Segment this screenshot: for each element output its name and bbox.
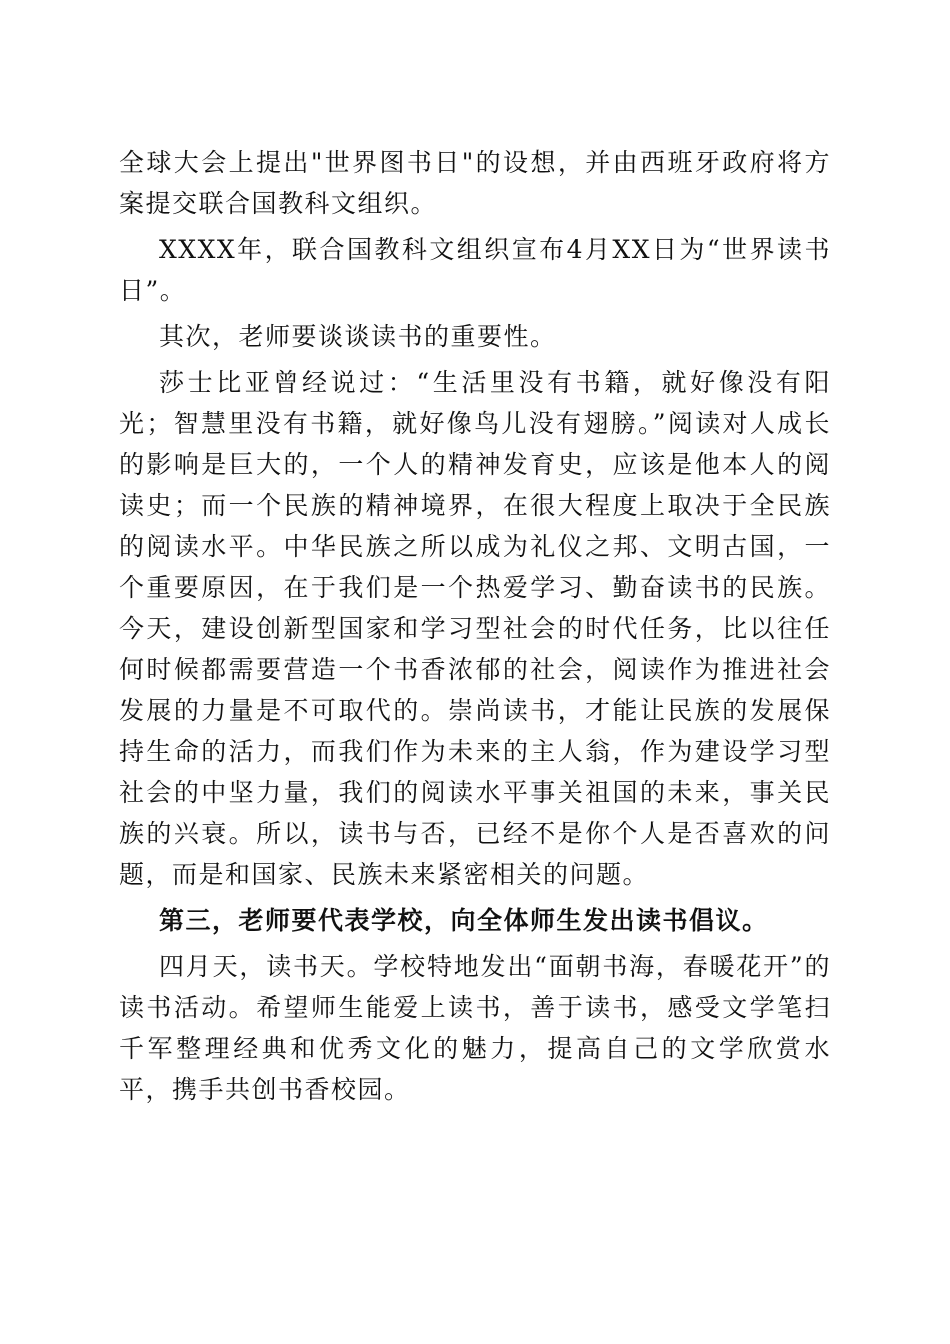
paragraph-april-reading: 四月天，读书天。学校特地发出“面朝书海，春暖花开”的读书活动。希望师生能爱上读书，善于读书，感受文学笔扫千军整理经典和优秀文化的魅力，提高自己的文学欣赏水平，携手共创书香校园。 bbox=[119, 952, 831, 1104]
paragraph-shakespeare-quote: 莎士比亚曾经说过：“生活里没有书籍，就好像没有阳光；智慧里没有书籍，就好像鸟儿没有翅膀。”阅读对人成长的影响是巨大的，一个人的精神发育史，应该是他本人的阅读史；而一个民族的精神境界，在很大程度上取决于全民族的阅读水平。中华民族之所以成为礼仪之邦、文明古国，一个重要原因，在于我们是一个热爱学习、勤奋读书的民族。今天，建设创新型国家和学习型社会的时代任务，比以往任何时候都需要营造一个书香浓郁的社会，阅读作为推进社会发展的力量是不可取代的。崇尚读书，才能让民族的发展保持生命的活力，而我们作为未来的主人翁，作为建设学习型社会的中坚力量，我们的阅读水平事关祖国的未来，事关民族的兴衰。所以，读书与否，已经不是你个人是否喜欢的问题，而是和国家、民族未来紧密相关的问题。 bbox=[119, 368, 831, 889]
paragraph-proposal-heading: 第三，老师要代表学校，向全体师生发出读书倡议。 bbox=[159, 906, 769, 935]
paragraph-reading-day: XXXX年，联合国教科文组织宣布4月XX日为“世界读书日”。 bbox=[119, 235, 831, 305]
document-body bbox=[119, 142, 831, 1115]
paragraph-importance-heading: 其次，老师要谈谈读书的重要性。 bbox=[159, 322, 557, 351]
paragraph-continuation: 全球大会上提出"世界图书日"的设想，并由西班牙政府将方案提交联合国教科文组织。 bbox=[119, 148, 831, 218]
